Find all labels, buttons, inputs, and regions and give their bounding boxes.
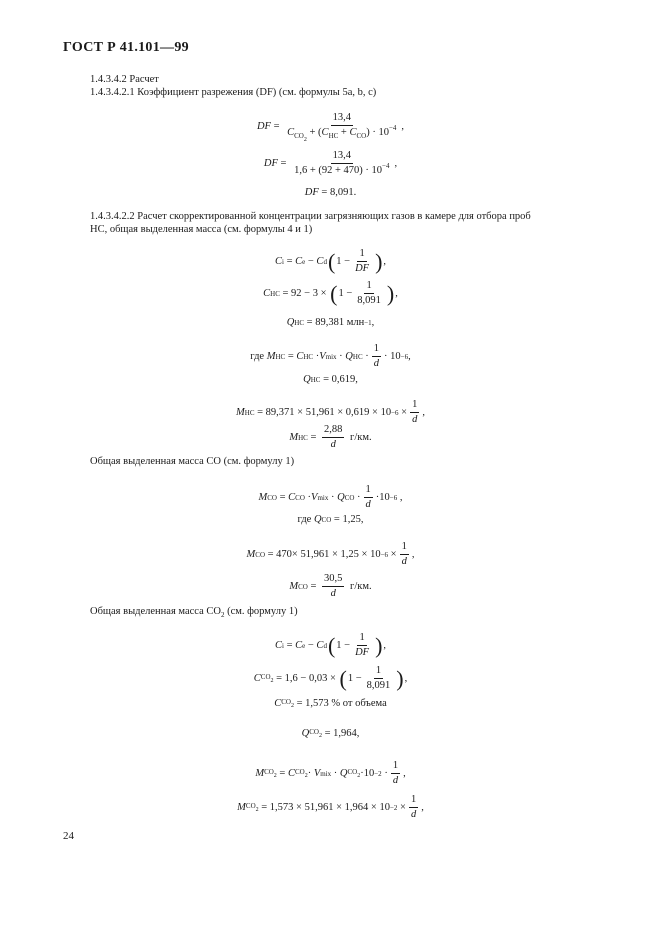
chc-df-value: 8,091 — [357, 295, 381, 306]
where-label: где — [250, 351, 265, 362]
mco2-calc: = 1,573 × 51,961 × 1,964 × 10 — [261, 802, 390, 813]
cco2-value: = 1,6 − 0,03 × — [276, 673, 336, 684]
cco2-result: = 1,573 % от объема — [296, 698, 387, 709]
section-heading-1-4-3-4-2: 1.4.3.4.2 Расчет — [90, 74, 159, 85]
qhc-result: = 0,619, — [323, 374, 358, 385]
equation-mco2-general: M $CO_2$ = C $CO_2$ · V mix · Q $CO_2$ ·10 −2 · $\frac{1}{d}$ , — [255, 760, 406, 786]
df-numerator: 13,4 — [331, 112, 353, 126]
section-heading-corrected-concentration-cont: НС, общая выделенная масса (см. формулы 4 и 1) — [90, 224, 313, 235]
equation-mco-result: M CO = $\frac{30,5}{d}$ г/км. — [289, 573, 372, 599]
equation-df-general: DF = $\frac{13,4}{C_{CO_2} + (C_{HC} + C_{CO}) \cdot 10^{-4}}$ , — [256, 112, 405, 143]
equation-chc: C HC = 92 − 3 × ( 1 − $\frac{1}{8,091}$ ) , — [263, 280, 398, 306]
qhc-value: = 89,381 млн — [306, 317, 365, 328]
equation-qco2: Q $CO_2$ = 1,964, — [301, 727, 360, 739]
qco2-value: = 1,964, — [324, 728, 360, 739]
equation-cco2-result: C $CO_2$ = 1,573 % от объема — [274, 697, 387, 709]
equation-df-numeric: DF = $\frac{13,4}{1,6 + (92 + 470) \cdot 10^{-4}}$ , — [263, 150, 398, 176]
mhc-numerator: 2,88 — [322, 424, 344, 438]
equation-qhc-result: Q HC = 0,619, — [303, 374, 358, 385]
co2-mass-heading: Общая выделенная масса $СО_2$ (см. формулу 1) — [90, 606, 298, 619]
section-heading-dilution-factor: 1.4.3.4.2.1 Коэффициент разрежения (DF) (см. формулы 5a, b, c) — [90, 87, 377, 98]
qco-value: = 1,25, — [333, 514, 364, 525]
co-mass-heading: Общая выделенная масса СО (см. формулу 1) — [90, 456, 295, 467]
page-number: 24 — [63, 830, 74, 842]
mhc-calc: = 89,371 × 51,961 × 0,619 × 10 — [257, 407, 392, 418]
equation-mhc-numeric: M HC = 89,371 × 51,961 × 0,619 × 10 −6 × $\frac{1}{d}$ , — [236, 399, 425, 425]
equation-mco-numeric: M CO = 470× 51,961 × 1,25 × 10 −6 × $\frac{1}{d}$ , — [246, 541, 415, 567]
cco2-df-value: 8,091 — [366, 680, 391, 691]
equation-df-result: DF = 8,091. — [304, 187, 357, 198]
chc-value: = 92 − 3 × — [282, 288, 327, 299]
co2-heading-prefix: Общая выделенная масса СО — [90, 606, 221, 617]
df-denominator-2: 1,6 + (92 + 470) · 10 — [294, 165, 383, 176]
standard-header: ГОСТ Р 41.101—99 — [63, 40, 189, 55]
equation-ci-general-co2: C i = C e − C d ( 1 − $\frac{1}{DF}$ ) , — [274, 632, 387, 658]
df-numerator-2: 13,4 — [331, 150, 353, 164]
unit-label-co: г/км. — [350, 581, 372, 592]
mco-numerator: 30,5 — [322, 573, 344, 587]
equation-qco: где Q CO = 1,25, — [297, 514, 364, 525]
unit-label-hc: г/км. — [350, 432, 372, 443]
mco-calc: = 470× 51,961 × 1,25 × 10 — [267, 549, 381, 560]
equation-mco2-numeric: M $CO_2$ = 1,573 × 51,961 × 1,964 × 10 −2 × $\frac{1}{d}$ , — [237, 794, 424, 820]
equation-cco2: C $CO_2$ = 1,6 − 0,03 × ( 1 − $\frac{1}{8,091}$ ) , — [253, 665, 408, 691]
equation-qhc: Q HC = 89,381 млн −1 , — [286, 317, 375, 328]
df-result: = 8,091. — [321, 187, 357, 198]
equation-mhc-result: M HC = $\frac{2,88}{d}$ г/км. — [289, 424, 372, 450]
equation-mhc-general: где M HC = C HC · V mix · Q HC · $\frac{1}{d}$ · 10 −6 , — [250, 343, 411, 369]
section-heading-corrected-concentration: 1.4.3.4.2.2 Расчет скорректированной концентрации загрязняющих газов в камере для отбора проб — [90, 211, 531, 222]
where-label-co: где — [297, 514, 312, 525]
equation-mco-general: M CO = C CO · V mix · Q CO · $\frac{1}{d}$ ·10 −6 , — [258, 484, 403, 510]
co2-heading-suffix: (см. формулу 1) — [224, 606, 298, 617]
equation-ci-general: C i = C e − C d ( 1 − $\frac{1}{DF}$ ) , — [274, 248, 387, 274]
